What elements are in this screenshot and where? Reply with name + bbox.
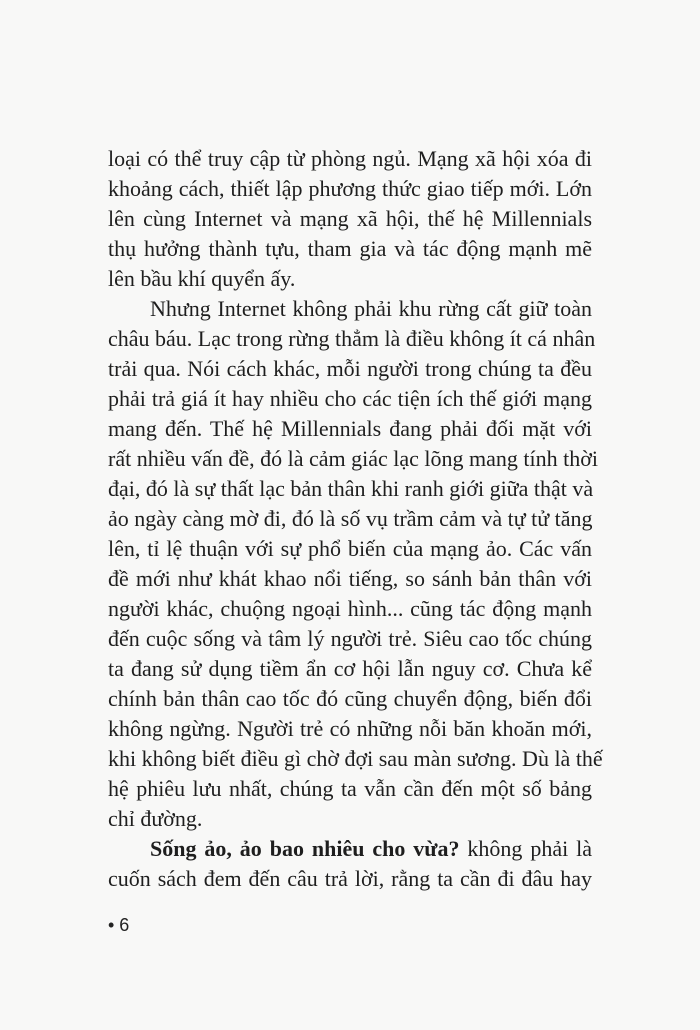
text-line: người khác, chuộng ngoại hình... cũng tác động mạnh <box>108 596 592 621</box>
page-number: • 6 <box>108 915 130 935</box>
text-line: đề mới như khát khao nổi tiếng, so sánh bản thân với <box>108 566 592 591</box>
text-line: đại, đó là sự thất lạc bản thân khi ranh giới giữa thật và <box>108 476 594 501</box>
text-line: cuốn sách đem đến câu trả lời, rằng ta cần đi đâu hay <box>108 866 592 891</box>
text-line: khi không biết điều gì chờ đợi sau màn sương. Dù là thế <box>108 746 603 771</box>
text-line: lên bầu khí quyển ấy. <box>108 266 296 291</box>
text-line: Nhưng Internet không phải khu rừng cất giữ toàn <box>150 296 592 321</box>
text-line: lên, tỉ lệ thuận với sự phổ biến của mạng ảo. Các vấn <box>108 536 592 561</box>
book-title: Sống ảo, ảo bao nhiêu cho vừa? <box>150 836 460 861</box>
text-line: ảo ngày càng mờ đi, đó là số vụ trầm cảm và tự tử tăng <box>108 506 593 531</box>
text-line: lên cùng Internet và mạng xã hội, thế hệ Millennials <box>108 206 592 231</box>
text-line: rất nhiều vấn đề, đó là cảm giác lạc lõng mang tính thời <box>108 446 598 471</box>
text-line: chính bản thân cao tốc đó cũng chuyển động, biến đổi <box>108 686 592 711</box>
text-line: ta đang sử dụng tiềm ẩn cơ hội lẫn nguy cơ. Chưa kể <box>108 656 592 681</box>
text-line: trải qua. Nói cách khác, mỗi người trong chúng ta đều <box>108 356 592 381</box>
text-line: hệ phiêu lưu nhất, chúng ta vẫn cần đến một số bảng <box>108 776 592 801</box>
text-line <box>150 834 592 864</box>
text-line: châu báu. Lạc trong rừng thẳm là điều không ít cá nhân <box>108 326 596 351</box>
text-line: thụ hưởng thành tựu, tham gia và tác động mạnh mẽ <box>108 236 592 261</box>
text-line: đến cuộc sống và tâm lý người trẻ. Siêu cao tốc chúng <box>108 626 592 651</box>
text-line: không ngừng. Người trẻ có những nỗi băn khoăn mới, <box>108 716 592 741</box>
text-line: loại có thể truy cập từ phòng ngủ. Mạng xã hội xóa đi <box>108 146 592 171</box>
text-line: mang đến. Thế hệ Millennials đang phải đối mặt với <box>108 416 592 441</box>
text-line: chỉ đường. <box>108 806 203 831</box>
text-line: phải trả giá ít hay nhiều cho các tiện ích thế giới mạng <box>108 386 592 411</box>
text-line: khoảng cách, thiết lập phương thức giao tiếp mới. Lớn <box>108 176 592 201</box>
text-line-rest: không phải là <box>459 836 592 861</box>
